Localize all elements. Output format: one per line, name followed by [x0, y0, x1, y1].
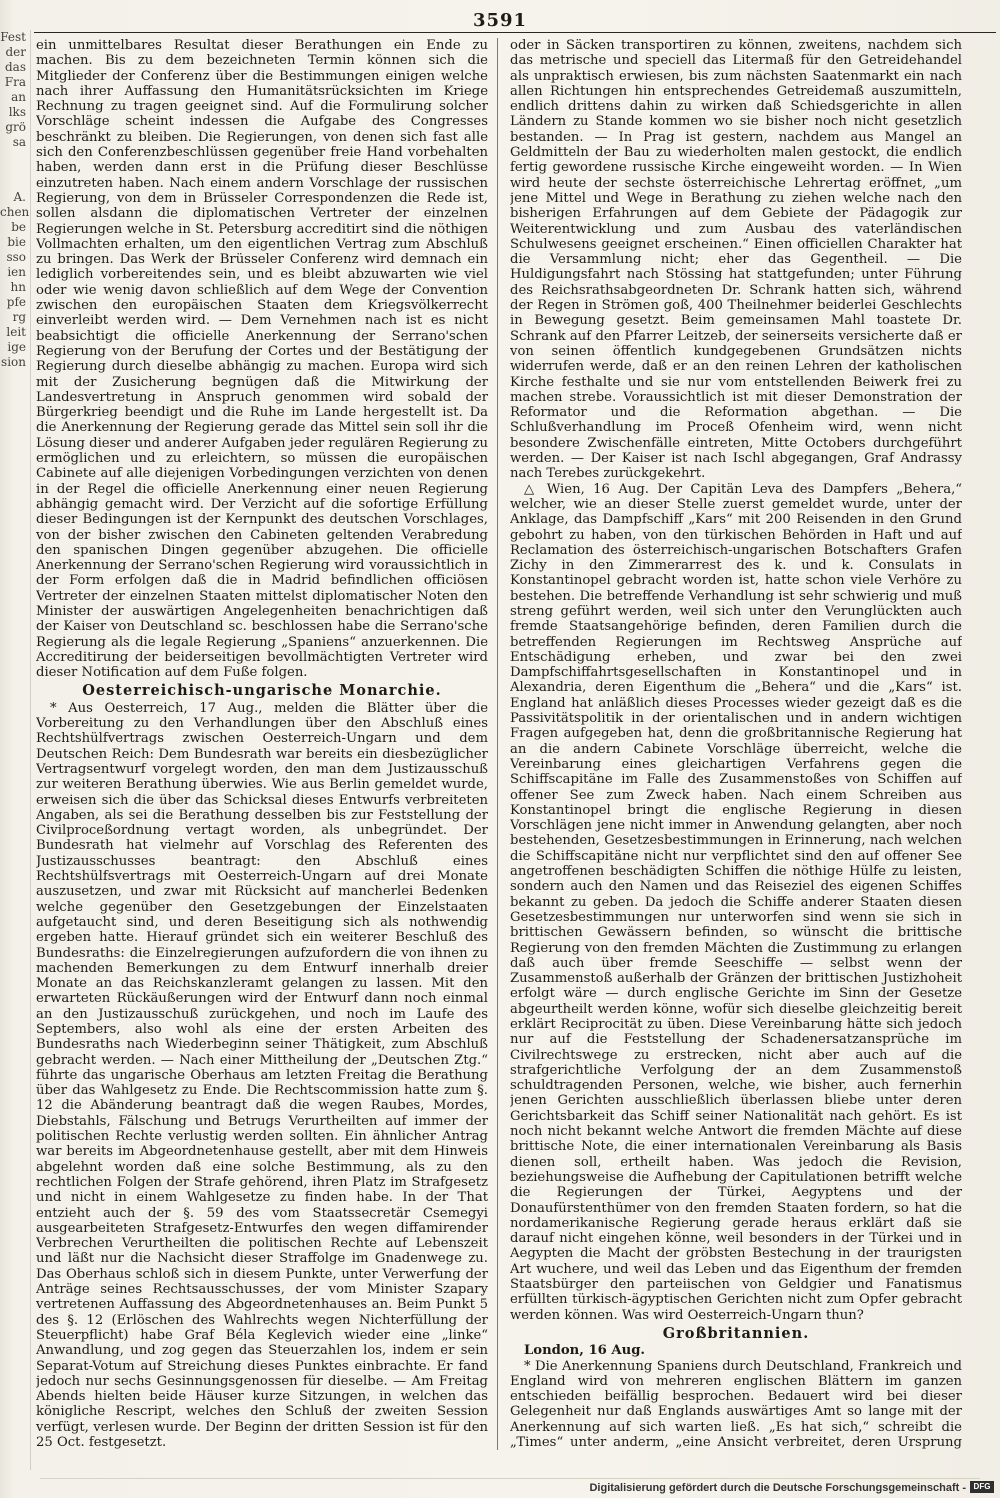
margin-fragment: Fest	[0, 30, 26, 44]
dateline: London, 16 Aug.	[524, 1343, 646, 1359]
header-rule	[34, 32, 996, 33]
margin-fragment: leit	[6, 325, 26, 339]
margin-fragment: rg	[12, 310, 26, 324]
margin-fragment: lks	[8, 105, 26, 119]
margin-fragment: grö	[5, 120, 26, 134]
left-column	[36, 38, 488, 1450]
margin-fragment: ige	[7, 340, 26, 354]
margin-fragment: sso	[6, 250, 26, 264]
article-paragraph: oder in Säcken transportiren zu können, zweitens, nachdem sich das metrische und speciell das Litermaß für den Getreidehandel als unpraktisch erwiesen, bis zum nächsten Saatenmarkt ein nach allen Richtungen hin entsprechendes Getreidemaß auszumitteln, endlich drittens dahin zu wirken daß Schiedsgerichte in allen Ländern zu Stande kommen wo sie bisher noch nicht gesetzlich bestanden. — In Prag ist gestern, nachdem aus Mangel an Geldmitteln der Bau zu wiederholten malen gestockt, die endlich fertig gewordene russische Kirche eingeweiht worden. — In Wien wird heute der sechste österreichische Lehrertag eröffnet, „um jene Mittel und Wege in Berathung zu ziehen welche nach den bisherigen Erfahrungen auf dem Gebiete der Pädagogik zur Weiterentwicklung und zum Ausbau des vaterländischen Schulwesens geeignet erscheinen.“ Einen officiellen Charakter hat die Versammlung nicht; eher das Gegentheil. — Die Huldigungsfahrt nach Stössing hat stattgefunden; unter Führung des Reichsrathsabgeordneten Dr. Schrank hatten sich, während der Regen in Strömen goß, 400 Theilnehmer beiderlei Geschlechts in Bewegung gesetzt. Beim gemeinsamen Mahl toastete Dr. Schrank auf den Pfarrer Leitzeb, der seinerseits versicherte daß er von seinen öffentlich kundgegebenen Grundsätzen nichts widerrufen werde, daß er an den reinen Lehren der katholischen Kirche festhalte und sie nur vom entstellenden Beiwerk frei zu machen strebe. Voraussichtlich ist mit dieser Demonstration der Reformator und die Reformation abgethan. — Die Schlußverhandlung im Proceß Ofenheim wird, wenn nicht besondere Zwischenfälle eintreten, Mitte Octobers durchgeführt werden. — Der Kaiser ist nach Ischl abgegangen, Graf Andrassy nach Terebes zurückgekehrt.	[510, 38, 962, 482]
margin-fragment: der	[5, 45, 26, 59]
column-divider	[497, 38, 498, 1450]
footer-rule	[40, 1478, 980, 1479]
article-paragraph: * Aus Oesterreich, 17 Aug., melden die Blätter über die Vorbereitung zu den Verhandlungen über den Abschluß eines Rechtshülfvertrags zwischen Oesterreich-Ungarn und dem Deutschen Reich: Dem Bundesrath war bereits ein diesbezüglicher Vertragsentwurf vorgelegt worden, den man dem Justizausschuß zur weiteren Berathung überwies. Wie aus Berlin gemeldet wurde, erweisen sich die über das Schicksal dieses Entwurfs verbreiteten Angaben, als sei die Berathung desselben bis zur Feststellung der Civilproceßordnung vertagt worden, als unbegründet. Der Bundesrath hat vielmehr auf Vorschlag des Referenten des Justizausschusses beantragt: den Abschluß eines Rechtshülfsvertrags mit Oesterreich-Ungarn auf drei Monate auszusetzen, und zwar mit Rücksicht auf mancherlei Bedenken welche gegenüber den Gesetzgebungen der Einzelstaaten aufgetaucht sind, und deren Beseitigung sich als nothwendig ergeben hatte. Hierauf gründet sich ein weiterer Beschluß des Bundesraths: die Einzelregierungen aufzufordern die von ihnen zu machenden Bemerkungen zu dem Entwurf innerhalb dreier Monate an das Reichskanzleramt gelangen zu lassen. Mit den erwarteten Rückäußerungen wird der Entwurf dann noch einmal an den Justizausschuß zurückgehen, und noch im Laufe des Septembers, also wohl als eine der ersten Arbeiten des Bundesraths nach Wiederbeginn seiner Thätigkeit, zum Abschluß gebracht werden. — Nach einer Mittheilung der „Deutschen Ztg.“ führte das ungarische Oberhaus am letzten Freitag die Berathung über das Wahlgesetz zu Ende. Die Rechtscommission hatte zum §. 12 die Abänderung beantragt daß die wegen Raubes, Mordes, Diebstahls, Fälschung und Betrugs Verurtheilten auf immer der politischen Rechte verlustig werden sollten. Ein ähnlicher Antrag war bereits im Abgeordnetenhause gestellt, aber mit dem Hinweis abgelehnt worden daß eine solche Bestimmung, als zu den rechtlichen Folgen der Strafe gehörend, ihren Platz im Strafgesetz und nicht in einem Wahlgesetze zu finden habe. In der That entzieht auch der §. 59 des vom Staatssecretär Csemegyi ausgearbeiteten Strafgesetz-Entwurfes den wegen diffamirender Verbrechen Verurtheilten die politischen Rechte auf Lebenszeit und läßt nur die Nachsicht dieser Straffolge im Gnadenwege zu. Das Oberhaus schloß sich in diesem Punkte, unter Verwerfung der Anträge seines Rechtsausschusses, der vom Minister Szapary vertretenen Auffassung des Abgeordnetenhauses an. Beim Punkt 5 des §. 12 (Erlöschen des Wahlrechts wegen Nichterfüllung der Steuerpflicht) habe Graf Béla Keglevich wieder eine „linke“ Anwandlung, und zog gegen das Steuerzahlen los, indem er sein Separat-Votum auf Streichung dieses Punktes einbrachte. Er fand jedoch nur sechs Gesinnungsgenossen für dieselbe. — Am Freitag Abends hielten beide Häuser kurze Sitzungen, in welchen das königliche Rescript, welches den Schluß der zweiten Session verfügt, verlesen wurde. Der Beginn der dritten Session ist für den 25 Oct. festgesetzt.	[36, 700, 488, 1450]
page-number: 3591	[472, 10, 528, 31]
article-paragraph: * Die Anerkennung Spaniens durch Deutschland, Frankreich und England wird von mehreren englischen Blättern im ganzen entschieden beifällig besprochen. Bedauert wird bei dieser Gelegenheit nur daß Englands auswärtiges Amt so lange mit der Anerkennung auf sich warten ließ. „Es hat sich,“ schreibt die „Times“ unter anderm, „eine Ansicht verbreitet, deren Ursprung	[510, 1358, 962, 1450]
right-column	[510, 38, 962, 1450]
article-paragraph: △ Wien, 16 Aug. Der Capitän Leva des Dampfers „Behera,“ welcher, wie an dieser Stelle zuerst gemeldet wurde, unter der Anklage, das Dampfschiff „Kars“ mit 200 Reisenden in den Grund gebohrt zu haben, von den türkischen Behörden in Haft und auf Reclamation des österreichisch-ungarischen Botschafters Grafen Zichy in den Zimmerarrest des k. und k. Consulats in Konstantinopel gebracht worden ist, hatte schon viele Verhöre zu bestehen. Die betreffende Verhandlung ist sehr schwierig und muß streng geführt werden, weil sich unter den Verunglückten auch fremde Staatsangehörige befinden, deren Familien durch die betreffenden Regierungen im Rechtsweg Ansprüche auf Entschädigung erheben, und zwar bei den zwei Dampfschiffahrtsgesellschaften in Konstantinopel und in Alexandria, deren Eigenthum die „Behera“ und die „Kars“ ist. England hat anläßlich dieses Processes wieder gezeigt daß es die Passivitätspolitik in der orientalischen und in andern wichtigen Fragen aufgegeben hat, denn die großbritannische Regierung hat an die andern Cabinete Vorschläge überreicht, welche die Vereinbarung eines gleichartigen Verfahrens gegen die Schiffscapitäne im Falle des Zusammenstoßes von Schiffen auf offener See zum Zweck haben. Nach einem Schreiben aus Konstantinopel bringt die englische Regierung in diesen Vorschlägen jene nicht immer in Anwendung gelangten, aber noch bestehenden, Gesetzesbestimmungen in Erinnerung, nach welchen die Schiffscapitäne nicht nur verpflichtet sind den auf offener See angetroffenen beschädigten Schiffen die nöthige Hülfe zu leisten, sondern auch den Namen und das Reiseziel des eigenen Schiffes bekannt zu geben. Da jedoch die Schiffe anderer Staaten diesen Gesetzesbestimmungen nur unterworfen sind wenn sie sich in brittischen Gewässern befinden, so wünscht die brittische Regierung von den fremden Mächten die Zustimmung zu erlangen daß auch über fremde Seeschiffe — selbst wenn der Zusammenstoß außerhalb der Gränzen der brittischen Justizhoheit erfolgt wäre — durch englische Gerichte im Sinn der Gesetze abgeurtheilt werden könne, wofür sich dieselbe gleichzeitig bereit erklärt Reciprocität zu üben. Diese Vereinbarung hätte sich jedoch nur auf die Feststellung der Schadenersatzansprüche im Civilrechtswege zu erstrecken, nicht aber auch auf die strafgerichtliche Verfolgung der an dem Zusammenstoß schuldtragenden Personen, welche, wie bisher, auch fernerhin jenen Gerichten ausschließlich überlassen bliebe unter deren Gerichtsbarkeit das Schiff seiner Nationalität nach gehört. Es ist noch nicht bekannt welche Antwort die fremden Mächte auf diese brittische Note, die einer internationalen Vereinbarung als Basis dienen soll, ertheilt haben. Was jedoch die Revision, beziehungsweise die Aufhebung der Capitulationen betrifft welche die Regierungen der Türkei, Aegyptens und der Donaufürstenthümer von den fremden Staaten fordern, so hat die nordamerikanische Regierung gerade heraus erklärt daß sie darauf nicht eingehen könne, weil besonders in der Türkei und in Aegypten die Macht der gröbsten Bestechung in der traurigsten Art wuchere, und weil das Leben und das Eigenthum der fremden Staatsbürger den parteiischen von Geldgier und Fanatismus erfüllten türkisch-ägyptischen Gerichten nicht zum Opfer gebracht werden können. Was wird Oesterreich-Ungarn thun?	[510, 481, 962, 1323]
section-heading-austria: Oesterreichisch-ungarische Monarchie.	[82, 682, 442, 700]
margin-fragment: hn	[10, 280, 26, 294]
margin-fragment: an	[11, 90, 26, 104]
dfg-logo-icon: DFG	[970, 1481, 994, 1493]
margin-fragment: pfe	[6, 295, 26, 309]
article-paragraph: ein unmittelbares Resultat dieser Berathungen ein Ende zu machen. Bis zu dem bezeichneten Termin können sich die Mitglieder der Conferenz über die Bestimmungen einigen welche nach ihrer Auffassung den Humanitätsrücksichten im Kriege Rechnung zu tragen geeignet sind. Auf die Formulirung solcher Vorschläge scheint indessen die Aufgabe des Congresses beschränkt zu bleiben. Die Regierungen, von denen sich fast alle sich den Conferenzbeschlüssen gegenüber freie Hand vorbehalten haben, werden dann erst in die Prüfung dieser Beschlüsse einzutreten haben. Nach einem andern Vorschlage der russischen Regierung, von dem in Brüsseler Correspondenzen die Rede ist, sollen alsdann die diplomatischen Vertreter der einzelnen Regierungen welche in St. Petersburg accreditirt sind die nöthigen Vollmachten erhalten, um den eigentlichen Vertrag zum Abschluß zu bringen. Das Werk der Brüsseler Conferenz wird demnach ein lediglich vorbereitendes sein, und es bleibt abzuwarten wie viel oder wie wenig davon schließlich auf dem Wege der Convention zwischen den europäischen Staaten dem Kriegsvölkerrecht einverleibt werden wird. — Dem Vernehmen nach ist es nicht beabsichtigt die officielle Anerkennung der Serrano'schen Regierung von der Berufung der Cortes und der Bestätigung der Regierung durch dieselbe abhängig zu machen. Europa wird sich mit der Zusicherung begnügen daß die Mitwirkung der Landesvertretung in Anspruch genommen wird sobald der Bürgerkrieg beendigt und die Ruhe im Lande hergestellt ist. Da die Anerkennung der Regierung gerade das Mittel sein soll ihr die Lösung dieser und anderer Aufgaben jeder regulären Regierung zu ermöglichen und zu erleichtern, so müssen die europäischen Cabinete auf alle diejenigen Vorbedingungen verzichten von denen in der Regel die officielle Anerkennung einer neuen Regierung abhängig gemacht wird. Der Verzicht auf die sofortige Erfüllung dieser Bedingungen ist der Kernpunkt des deutschen Vorschlages, von der bisher zwischen den Cabineten geltenden Verabredung den spanischen Dingen gegenüber abzugehen. Die officielle Anerkennung der Serrano'schen Regierung wird voraussichtlich in der Form erfolgen daß die in Madrid befindlichen officiösen Vertreter der einzelnen Staaten mittelst diplomatischer Noten den Minister der auswärtigen Angelegenheiten benachrichtigen daß der Kaiser von Deutschland sc. beschlossen habe die Serrano'sche Regierung als die legale Regierung „Spaniens“ anzuerkennen. Die Accreditirung der beiderseitigen bevollmächtigten Vertreter wird dieser Notification auf dem Fuße folgen.	[36, 38, 488, 681]
left-margin-adjacent-page	[0, 30, 31, 1470]
margin-fragment: das	[5, 60, 26, 74]
margin-fragment: ien	[7, 265, 26, 279]
margin-fragment: be	[11, 220, 26, 234]
digitization-footer	[0, 1478, 1000, 1498]
margin-fragment: A.	[13, 190, 26, 204]
margin-fragment: sa	[12, 135, 26, 149]
margin-fragment: bie	[7, 235, 26, 249]
footer-credit: Digitalisierung gefördert durch die Deutsche Forschungsgemeinschaft -	[589, 1482, 966, 1494]
margin-fragment: chen	[0, 205, 30, 219]
margin-fragment: sion	[1, 355, 26, 369]
margin-fragment: Fra	[4, 75, 26, 89]
section-heading-britain: Großbritannien.	[662, 1324, 810, 1342]
